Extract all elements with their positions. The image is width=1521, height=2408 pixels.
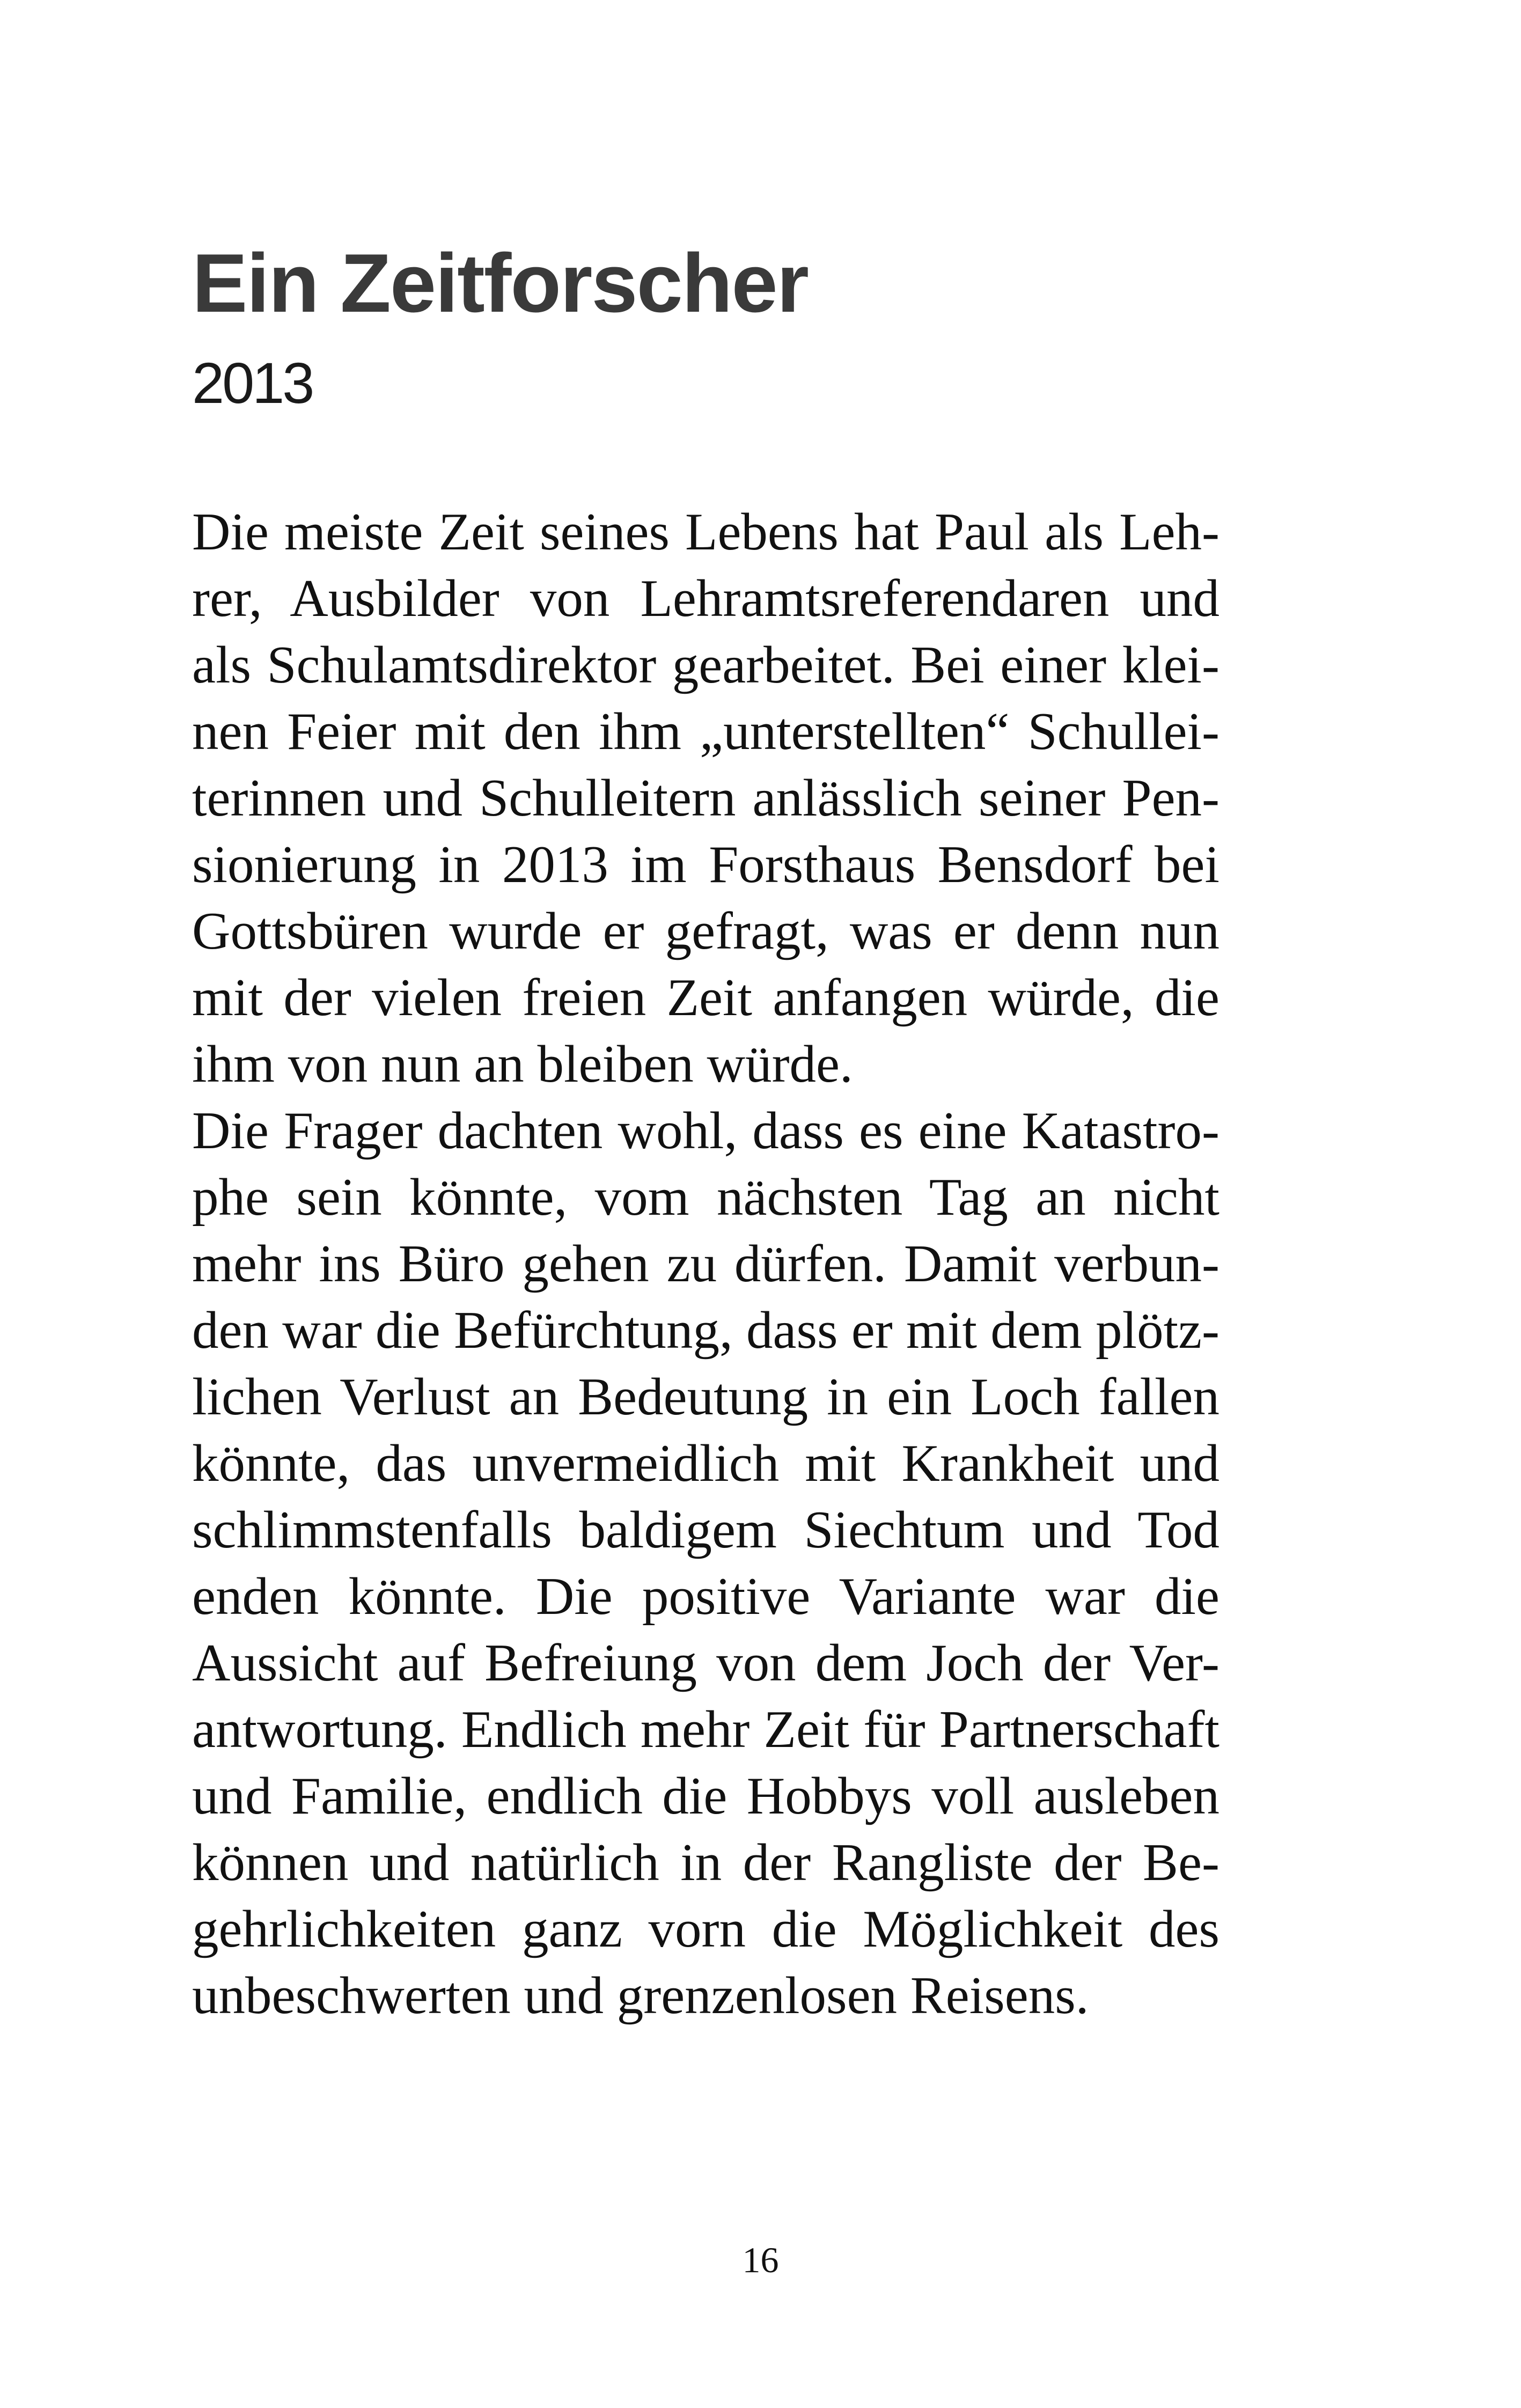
- text-line: gehrlichkeiten ganz vorn die Möglichkeit des: [192, 1900, 1219, 1958]
- text-line: enden könnte. Die positive Variante war die: [192, 1567, 1219, 1626]
- text-line: als Schulamtsdirektor gearbeitet. Bei einer klei-: [192, 636, 1219, 694]
- text-line: schlimmstenfalls baldigem Siechtum und Tod: [192, 1501, 1219, 1559]
- text-line: den war die Befürchtung, dass er mit dem plötz-: [192, 1301, 1219, 1360]
- page-number: 16: [742, 2240, 779, 2280]
- paragraph-1: [192, 499, 1219, 1098]
- chapter-title: Ein Zeitforscher: [192, 237, 808, 329]
- text-line: antwortung. Endlich mehr Zeit für Partnerschaft: [192, 1700, 1219, 1759]
- text-line: und Familie, endlich die Hobbys voll ausleben: [192, 1767, 1219, 1825]
- text-line: lichen Verlust an Bedeutung in ein Loch fallen: [192, 1368, 1219, 1426]
- text-line: unbeschwerten und grenzenlosen Reisens.: [192, 1966, 1089, 2025]
- text-line: sionierung in 2013 im Forsthaus Bensdorf bei: [192, 835, 1219, 894]
- text-line: Die meiste Zeit seines Lebens hat Paul als Leh-: [192, 503, 1219, 561]
- text-line: könnte, das unvermeidlich mit Krankheit und: [192, 1434, 1219, 1493]
- text-line: nen Feier mit den ihm „unterstellten“ Schullei-: [192, 702, 1219, 761]
- paragraph-2: [192, 1098, 1219, 2029]
- chapter-body: [192, 499, 1219, 2029]
- text-line: rer, Ausbilder von Lehramtsreferendaren und: [192, 569, 1219, 628]
- text-line: mit der vielen freien Zeit anfangen würde, die: [192, 968, 1219, 1027]
- text-line: Gottsbüren wurde er gefragt, was er denn nun: [192, 902, 1219, 960]
- text-line: ihm von nun an bleiben würde.: [192, 1035, 853, 1093]
- text-line: Die Frager dachten wohl, dass es eine Katastro-: [192, 1102, 1219, 1160]
- text-line: terinnen und Schulleitern anlässlich seiner Pen-: [192, 769, 1219, 827]
- text-line: Aussicht auf Befreiung von dem Joch der Ver-: [192, 1634, 1219, 1692]
- text-line: phe sein könnte, vom nächsten Tag an nicht: [192, 1168, 1219, 1227]
- chapter-year: 2013: [192, 350, 313, 415]
- text-line: können und natürlich in der Rangliste der Be-: [192, 1833, 1219, 1892]
- text-line: mehr ins Büro gehen zu dürfen. Damit verbun-: [192, 1235, 1219, 1293]
